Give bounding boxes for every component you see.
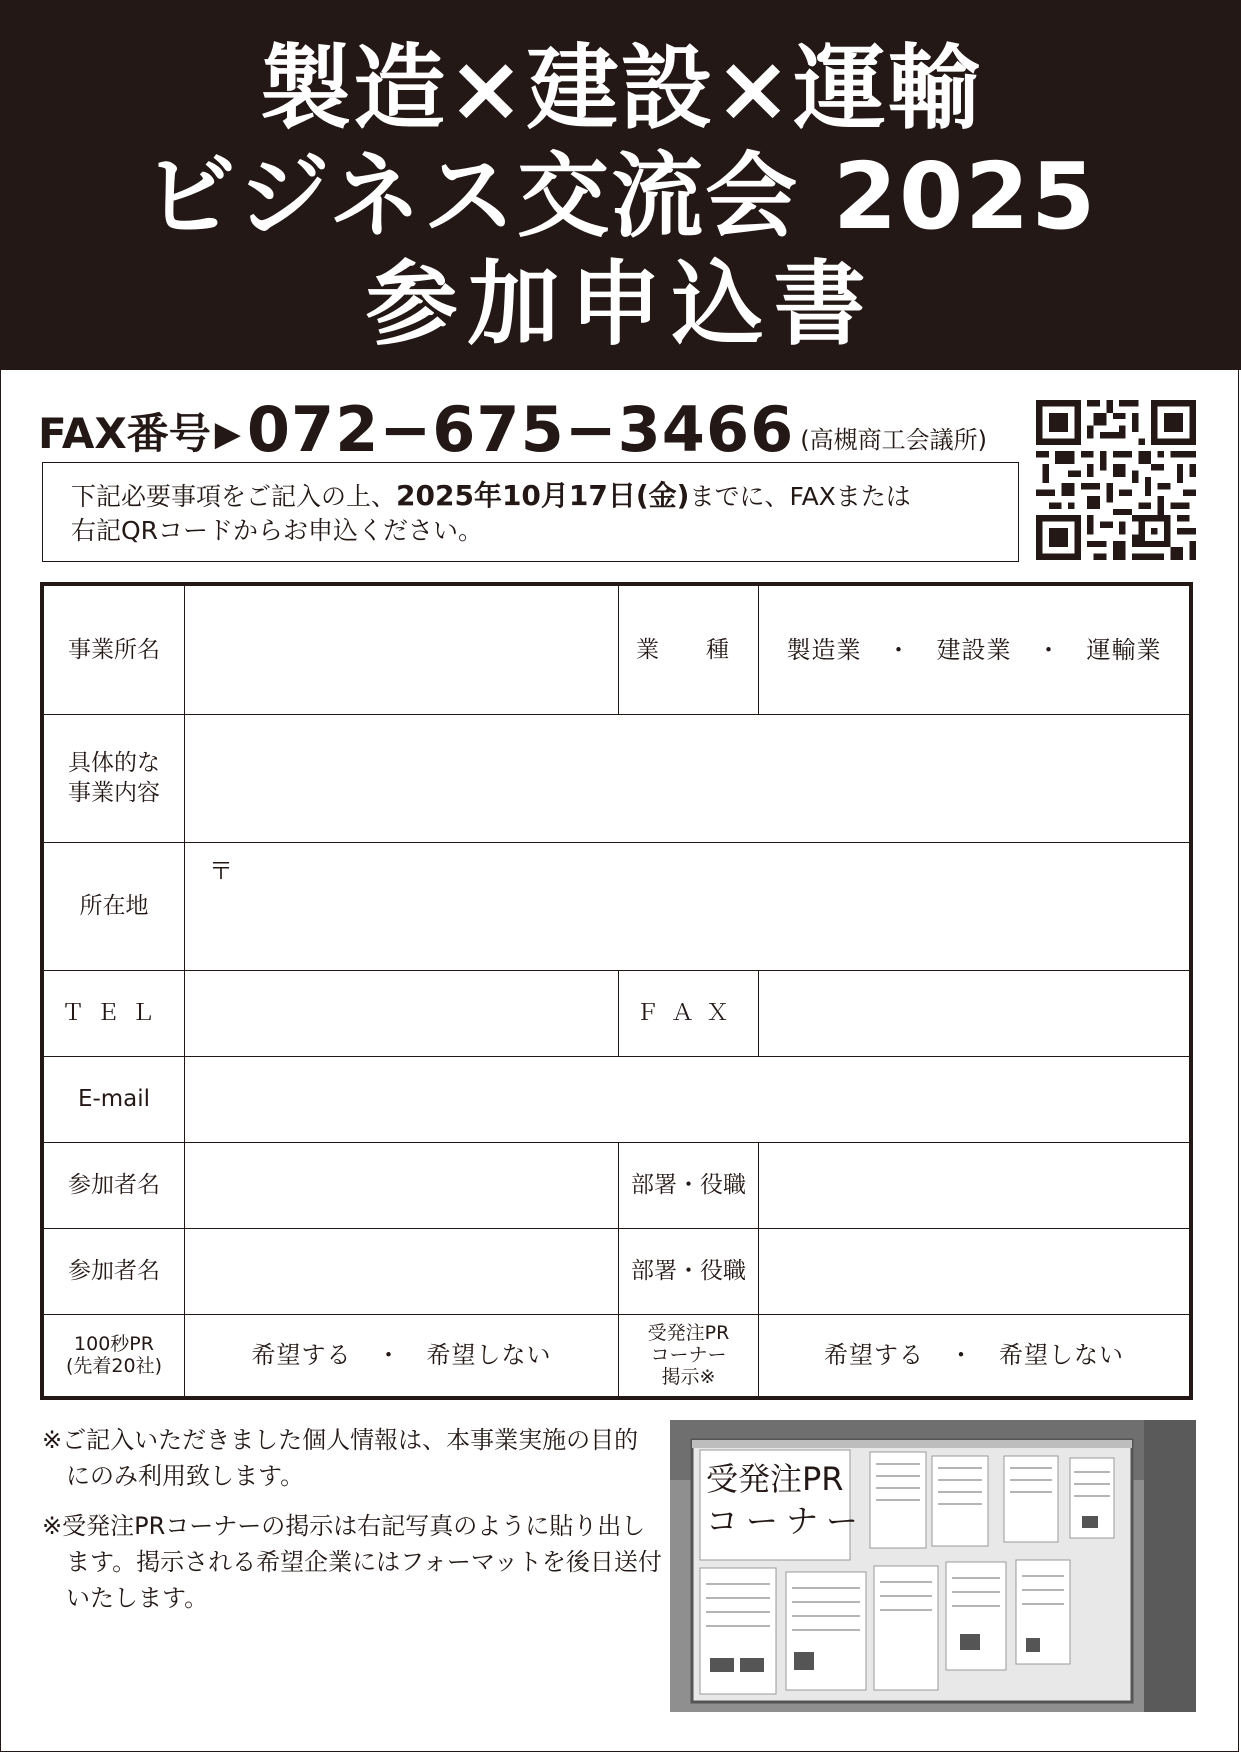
- fax-organization: (高槻商工会議所): [800, 426, 987, 454]
- fax-number-row: [38, 392, 987, 466]
- pr-corner-label: [619, 1314, 758, 1396]
- qr-code-icon[interactable]: [1036, 400, 1196, 560]
- privacy-note: ※ご記入いただきました個人情報は、本事業実施の目的にのみ利用致します。: [42, 1426, 639, 1490]
- arrow-right-icon: ▶: [214, 414, 241, 454]
- fax-number: 072−675−3466: [246, 393, 795, 466]
- title-line-1: 製造×建設×運輸: [259, 35, 982, 142]
- pr-corner-label-line3: 掲示※: [661, 1366, 716, 1388]
- fax-field[interactable]: [759, 970, 1189, 1056]
- business-content-field[interactable]: [185, 714, 1189, 842]
- industry-options[interactable]: 製造業 ・ 建設業 ・ 運輸業: [786, 636, 1162, 664]
- department-2-label: 部署・役職: [631, 1258, 746, 1284]
- postal-mark: 〒: [209, 857, 233, 885]
- photo-sign-line1: 受発注PR: [706, 1460, 844, 1498]
- email-label: E-mail: [77, 1086, 151, 1112]
- participant-1-field[interactable]: [185, 1142, 618, 1228]
- title-line-2: ビジネス交流会 2025: [143, 143, 1098, 250]
- pr-100sec-label: [44, 1314, 184, 1396]
- department-1-label: 部署・役職: [631, 1172, 746, 1198]
- company-name-field[interactable]: [185, 586, 618, 714]
- business-content-label: [44, 714, 184, 842]
- pr-corner-note: ※受発注PRコーナーの掲示は右記写真のように貼り出します。掲示される希望企業にはフォーマットを後日送付いたします。: [42, 1512, 662, 1612]
- notice-text-line2: 右記QRコードからお申込ください。: [71, 516, 484, 545]
- department-2-field[interactable]: [759, 1228, 1189, 1314]
- participant-2-label: 参加者名: [68, 1258, 160, 1284]
- business-content-label-line2: 事業内容: [68, 780, 160, 806]
- tel-field[interactable]: [185, 970, 618, 1056]
- participant-2-field[interactable]: [185, 1228, 618, 1314]
- pr-corner-label-line2: コーナー: [650, 1344, 727, 1366]
- notes: [42, 1422, 662, 1630]
- address-label: 所在地: [79, 893, 149, 919]
- title-line-3: 参加申込書: [365, 251, 876, 358]
- notice-text-post: までに、FAXまたは: [689, 482, 911, 511]
- address-field[interactable]: [185, 842, 1189, 970]
- application-form: [40, 582, 1193, 1400]
- pr-100sec-choice[interactable]: 希望する ・ 希望しない: [251, 1341, 552, 1369]
- deadline: 2025年10月17日(金): [396, 479, 690, 512]
- email-field[interactable]: [185, 1056, 1189, 1142]
- pr-100sec-label-line1: 100秒PR: [74, 1333, 154, 1355]
- fax-field-label: ＦＡＸ: [636, 1000, 741, 1026]
- industry-label: 業 種: [636, 637, 741, 663]
- pr-100sec-label-line2: (先着20社): [65, 1355, 162, 1377]
- business-content-label-line1: 具体的な: [68, 750, 160, 776]
- pr-corner-label-line1: 受発注PR: [647, 1322, 730, 1344]
- title-banner: [0, 0, 1241, 370]
- fax-label: FAX番号: [38, 409, 211, 458]
- tel-label: ＴＥＬ: [61, 1000, 167, 1026]
- notice-text-pre: 下記必要事項をご記入の上、: [71, 482, 397, 511]
- pr-corner-photo: [670, 1420, 1196, 1712]
- company-name-label: 事業所名: [68, 637, 160, 663]
- application-notice: [42, 462, 1019, 562]
- participant-1-label: 参加者名: [68, 1172, 160, 1198]
- photo-sign-line2: コーナー: [706, 1502, 867, 1540]
- pr-corner-choice[interactable]: 希望する ・ 希望しない: [824, 1341, 1124, 1369]
- department-1-field[interactable]: [759, 1142, 1189, 1228]
